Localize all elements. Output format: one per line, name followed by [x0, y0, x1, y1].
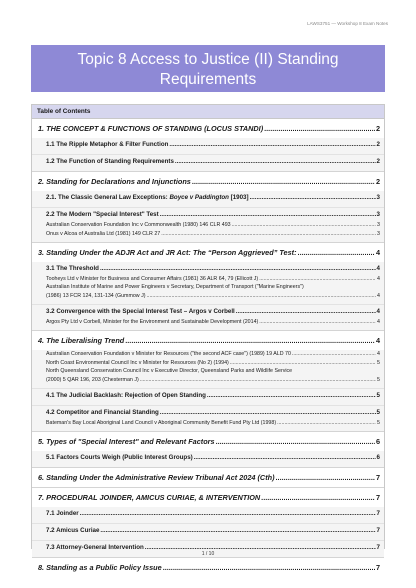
toc-entry[interactable]: 1.2 The Function of Standing Requirements ..... 2: [32, 155, 384, 168]
toc-entry[interactable]: 7.2 Amicus Curiae ..... 7: [32, 524, 384, 537]
toc-entry[interactable]: 1. THE CONCEPT & FUNCTIONS OF STANDING (LOCUS STANDI) ..... 2: [32, 119, 384, 138]
toc-case-entry[interactable]: (1986) 13 FCR 124, 131-134 (Gummow J) ..... 4: [32, 292, 384, 301]
toc-entry[interactable]: 5.1 Factors Courts Weigh (Public Interest Groups) ..... 6: [32, 451, 384, 464]
toc-entry[interactable]: 3.2 Convergence with the Special Interest Test – Argos v Corbell ..... 4: [32, 305, 384, 318]
toc-case-entry[interactable]: North Coast Environmental Council Inc v Minister for Resources (No 2) (1994) ..... 5: [32, 359, 384, 368]
toc-subsection: [32, 507, 384, 523]
toc-entry[interactable]: 4.2 Competitor and Financial Standing ..... 5: [32, 406, 384, 419]
toc-entry[interactable]: 6. Standing Under the Administrative Review Tribunal Act 2024 (Cth) ..... 7: [32, 468, 384, 487]
toc-entry[interactable]: 4.1 The Judicial Backlash: Rejection of Open Standing ..... 5: [32, 389, 384, 402]
toc-entry[interactable]: 2.2 The Modern "Special Interest" Test ..... 3: [32, 208, 384, 221]
toc-section-5: [32, 432, 384, 468]
toc-entry[interactable]: 2.1. The Classic General Law Exceptions: Boyce v Paddington [1903] ..... 3: [32, 191, 384, 204]
toc-subsection: [32, 388, 384, 405]
title-banner: [31, 45, 385, 92]
toc-entry[interactable]: 2. Standing for Declarations and Injunctions ..... 2: [32, 172, 384, 191]
toc-subsection: [32, 523, 384, 540]
toc-entry[interactable]: 1.1 The Ripple Metaphor & Filter Function ..... 2: [32, 138, 384, 151]
toc-subsection: [32, 405, 384, 431]
toc-entry[interactable]: 3.1 The Threshold ..... 4: [32, 262, 384, 275]
toc-case-entry[interactable]: Australian Conservation Foundation v Minister for Resources ("the second ACF case") (1989) 19 ALD 70 ..... 4: [32, 350, 384, 359]
page-indicator: 1 / 10: [201, 551, 215, 557]
toc-section-6: [32, 468, 384, 488]
toc-entry[interactable]: 7.1 Joinder ..... 7: [32, 507, 384, 520]
toc-section-7: [32, 488, 384, 558]
toc-case-entry[interactable]: Tooheys Ltd v Minister for Business and Consumer Affairs (1981) 36 ALR 64, 79 (Ellicott J) ..... 4: [32, 275, 384, 284]
toc-section-8: [32, 558, 384, 577]
toc-subsection: [32, 191, 384, 207]
running-header: LAWS3751 — Workshop 8 Exam Notes: [307, 21, 388, 26]
toc-subsection: [32, 154, 384, 171]
toc-entry[interactable]: 3. Standing Under the ADJR Act and JR Act: The “Person Aggrieved” Test: ..... 4: [32, 243, 384, 262]
toc-entry[interactable]: 7. PROCEDURAL JOINDER, AMICUS CURIAE, & INTERVENTION ..... 7: [32, 488, 384, 507]
title-line-2: Requirements: [159, 71, 257, 88]
toc-case-entry-wrapped[interactable]: North Queensland Conservation Council Inc v Executive Director, Queensland Parks and Wildlife Service: [46, 368, 293, 375]
toc-case-entry[interactable]: (2000) 5 QAR 196, 203 (Chesterman J) ..... 5: [32, 376, 384, 385]
toc-heading: Table of Contents: [32, 105, 384, 119]
toc-subsection: [32, 350, 384, 388]
toc-entry[interactable]: 4. The Liberalising Trend ..... 4: [32, 331, 384, 350]
toc-case-entry[interactable]: Bateman's Bay Local Aboriginal Land Council v Aboriginal Community Benefit Fund Pty Ltd (1998) ..... 5: [32, 419, 384, 428]
toc-section-2: [32, 172, 384, 243]
toc-subsection: [32, 207, 384, 242]
toc-case-entry[interactable]: Australian Conservation Foundation Inc v Commonwealth (1980) 146 CLR 493 ..... 3: [32, 221, 384, 230]
toc-case-entry[interactable]: Onus v Alcoa of Australia Ltd (1981) 149 CLR 27 ..... 3: [32, 230, 384, 239]
toc-section-3: [32, 243, 384, 331]
toc-case-entry-wrapped[interactable]: Australian Institute of Marine and Power Engineers v Secretary, Department of Transport ("Marine Engineers"): [46, 284, 304, 291]
toc-subsection: [32, 304, 384, 330]
toc-entry[interactable]: 8. Standing as a Public Policy Issue ..... 7: [32, 558, 384, 577]
toc-entry[interactable]: 7.3 Attorney-General Intervention ..... 7: [32, 541, 384, 554]
toc-subsection: [32, 451, 384, 467]
toc-section-4: [32, 331, 384, 432]
toc-entry[interactable]: 5. Types of "Special Interest" and Relevant Factors ..... 6: [32, 432, 384, 451]
toc-subsection: [32, 262, 384, 304]
toc-case-entry[interactable]: Argos Pty Ltd v Corbell, Minister for the Environment and Sustainable Development (2014) ..... 4: [32, 318, 384, 327]
toc-subsection: [32, 138, 384, 154]
title-line-1: Topic 8 Access to Justice (II) Standing: [77, 51, 339, 68]
toc-section-1: [32, 119, 384, 172]
